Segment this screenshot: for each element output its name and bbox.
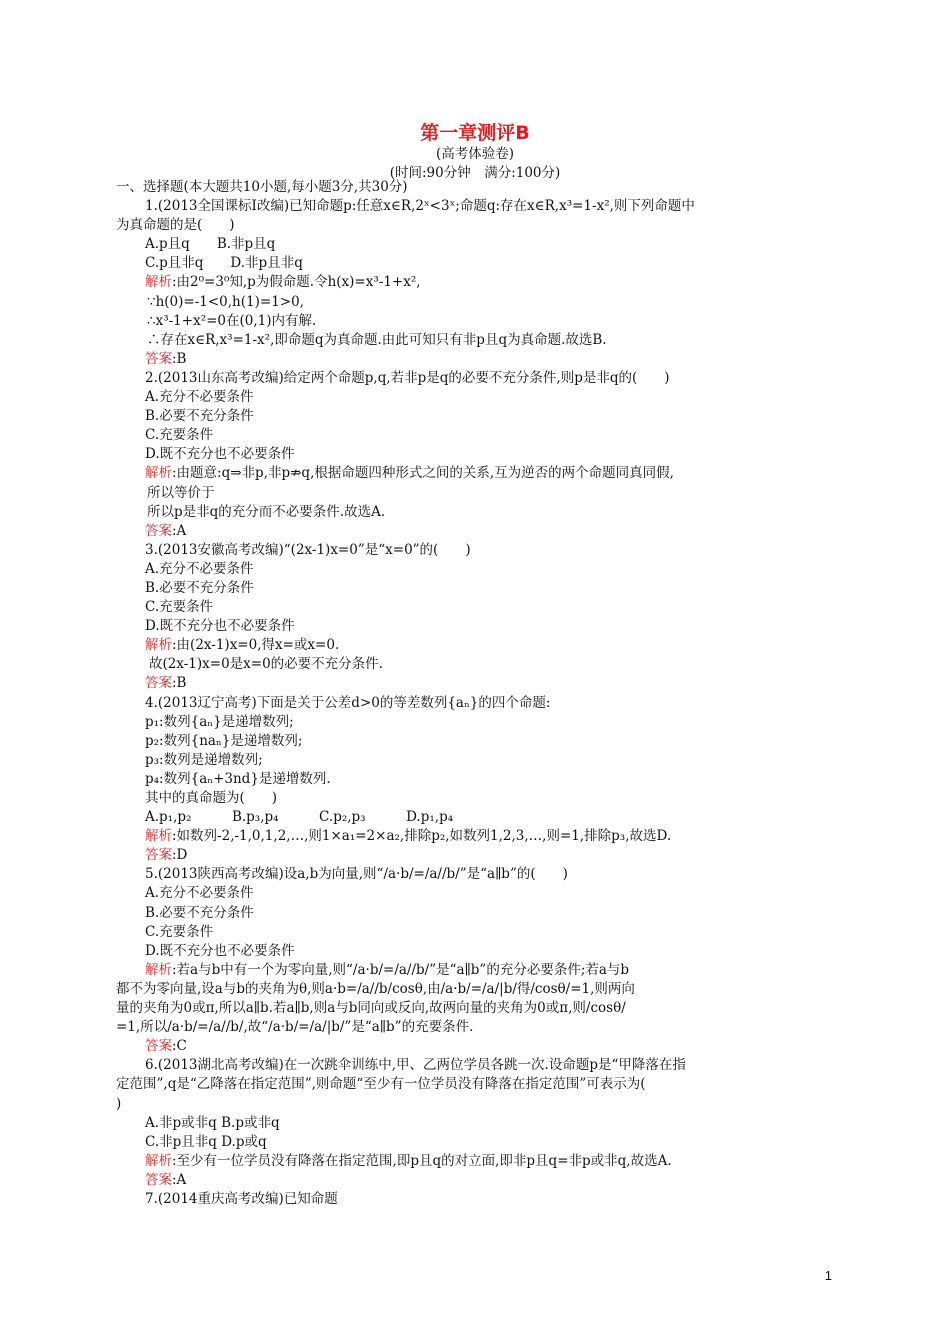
text-line: 所以等价于: [147, 484, 215, 501]
answer-line: 答案:A: [145, 522, 187, 539]
text-line: p₄:数列{aₙ+3nd}是递增数列.: [145, 770, 331, 787]
option-line: A.p且q B.非p且q: [145, 236, 276, 253]
text-line: p₃:数列是递增数列;: [145, 751, 263, 768]
analysis-line: 解析:至少有一位学员没有降落在指定范围,即p且q的对立面,即非p且q=非p或非q,故选A.: [145, 1152, 672, 1169]
text-line: =1,所以/a·b/=/a//b/,故“/a·b/=/a/|b/”是“a∥b”的充要条件.: [116, 1019, 474, 1036]
answer-line: 答案:C: [145, 1038, 187, 1055]
text-line: ): [116, 1095, 122, 1112]
answer-label: 答案: [145, 350, 172, 367]
answer-label: 答案: [145, 1038, 172, 1055]
option-line: D.既不充分也不必要条件: [145, 942, 295, 959]
analysis-label: 解析: [145, 1152, 172, 1169]
option-line: A.充分不必要条件: [145, 389, 254, 406]
answer-label: 答案: [145, 522, 172, 539]
question-line: 5.(2013陕西高考改编)设a,b为向量,则“/a·b/=/a//b/”是“a∥b”的( ): [145, 866, 568, 883]
option-line: C.充要条件: [145, 923, 214, 940]
analysis-line: 解析:如数列-2,-1,0,1,2,…,则1×a₁=2×a₂,排除p₂,如数列1,2,3,…,则=1,排除p₃,故选D.: [145, 828, 672, 845]
analysis-label: 解析: [145, 274, 172, 291]
analysis-line: 解析:由2⁰=3⁰知,p为假命题.令h(x)=x³-1+x²,: [145, 274, 421, 291]
page-number: 1: [824, 1268, 832, 1283]
option-line: B.必要不充分条件: [145, 408, 254, 425]
text-line: ∵h(0)=-1<0,h(1)=1>0,: [147, 293, 304, 310]
answer-line: 答案:B: [145, 675, 187, 692]
option-line: C.p且非q D.非p且非q: [145, 255, 303, 272]
option-line: A.充分不必要条件: [145, 560, 254, 577]
text-line: 为真命题的是( ): [116, 217, 235, 234]
section-heading: 一、选择题(本大题共10小题,每小题3分,共30分): [116, 179, 408, 195]
analysis-label: 解析: [145, 828, 172, 845]
analysis-label: 解析: [145, 961, 172, 978]
answer-line: 答案:D: [145, 847, 188, 864]
option-line: B.必要不充分条件: [145, 904, 254, 921]
option-line: C.非p且非q D.p或q: [145, 1133, 267, 1150]
text-line: p₁:数列{aₙ}是递增数列;: [145, 713, 294, 730]
analysis-line: 解析:由(2x-1)x=0,得x=或x=0.: [145, 637, 340, 654]
question-body: [116, 178, 836, 1209]
doc-subtitle: (高考体验卷): [435, 146, 515, 162]
option-line: A.非p或非q B.p或非q: [145, 1114, 280, 1131]
option-line: D.既不充分也不必要条件: [145, 618, 295, 635]
question-line: 6.(2013湖北高考改编)在一次跳伞训练中,甲、乙两位学员各跳一次.设命题p是“甲降落在指: [145, 1057, 686, 1074]
answer-label: 答案: [145, 847, 172, 864]
text-line: 故(2x-1)x=0是x=0的必要不充分条件.: [149, 656, 383, 673]
text-line: 定范围”,q是“乙降落在指定范围”,则命题“至少有一位学员没有降落在指定范围”可表示为(: [116, 1076, 646, 1093]
text-line: ∴x³-1+x²=0在(0,1)内有解.: [147, 312, 317, 329]
question-line: 4.(2013辽宁高考)下面是关于公差d>0的等差数列{aₙ}的四个命题:: [145, 694, 551, 711]
question-line: 3.(2013安徽高考改编)“(2x-1)x=0”是“x=0”的( ): [145, 541, 471, 558]
option-line: C.充要条件: [145, 599, 214, 616]
answer-line: 答案:A: [145, 1171, 187, 1188]
analysis-label: 解析: [145, 465, 172, 482]
text-line: ∴存在x∈R,x³=1-x²,即命题q为真命题.由此可知只有非p且q为真命题.故选B.: [147, 331, 607, 348]
question-line: 2.(2013山东高考改编)给定两个命题p,q,若非p是q的必要不充分条件,则p是非q的( ): [145, 369, 670, 386]
analysis-line: 解析:由题意:q⇒非p,非p⇏q,根据命题四种形式之间的关系,互为逆否的两个命题同真同假,: [145, 465, 674, 482]
analysis-label: 解析: [145, 637, 172, 654]
text-line: 量的夹角为0或π,所以a∥b.若a∥b,则a与b同向或反向,故两向量的夹角为0或π,则/cosθ/: [116, 1000, 626, 1017]
text-line: 都不为零向量,设a与b的夹角为θ,则a·b=/a//b/cosθ,由/a·b/=/a/|b/得/cosθ/=1,则两向: [116, 980, 635, 997]
text-line: 其中的真命题为( ): [145, 790, 278, 806]
text-line: 1.(2013全国课标Ⅰ改编)已知命题p:任意x∈R,2ˣ<3ˣ;命题q:存在x∈R,x³=1-x²,则下列命题中: [145, 198, 695, 215]
option-line: A.充分不必要条件: [145, 885, 254, 902]
time-info: (时间:90分钟 满分:100分): [389, 165, 561, 181]
text-line: p₂:数列{naₙ}是递增数列;: [145, 732, 303, 749]
option-line: D.既不充分也不必要条件: [145, 446, 295, 463]
question-line: 7.(2014重庆高考改编)已知命题: [145, 1190, 338, 1207]
option-line: C.充要条件: [145, 427, 214, 444]
option-line: A.p₁,p₂ B.p₃,p₄ C.p₂,p₃ D.p₁,p₄: [145, 809, 454, 826]
option-line: B.必要不充分条件: [145, 579, 254, 596]
answer-line: 答案:B: [145, 350, 187, 367]
text-line: 所以p是非q的充分而不必要条件.故选A.: [147, 503, 386, 520]
doc-title: 第一章测评B: [420, 122, 530, 144]
answer-label: 答案: [145, 1171, 172, 1188]
analysis-line: 解析:若a与b中有一个为零向量,则“/a·b/=/a//b/”是“a∥b”的充分必要条件;若a与b: [145, 961, 630, 978]
answer-label: 答案: [145, 675, 172, 692]
